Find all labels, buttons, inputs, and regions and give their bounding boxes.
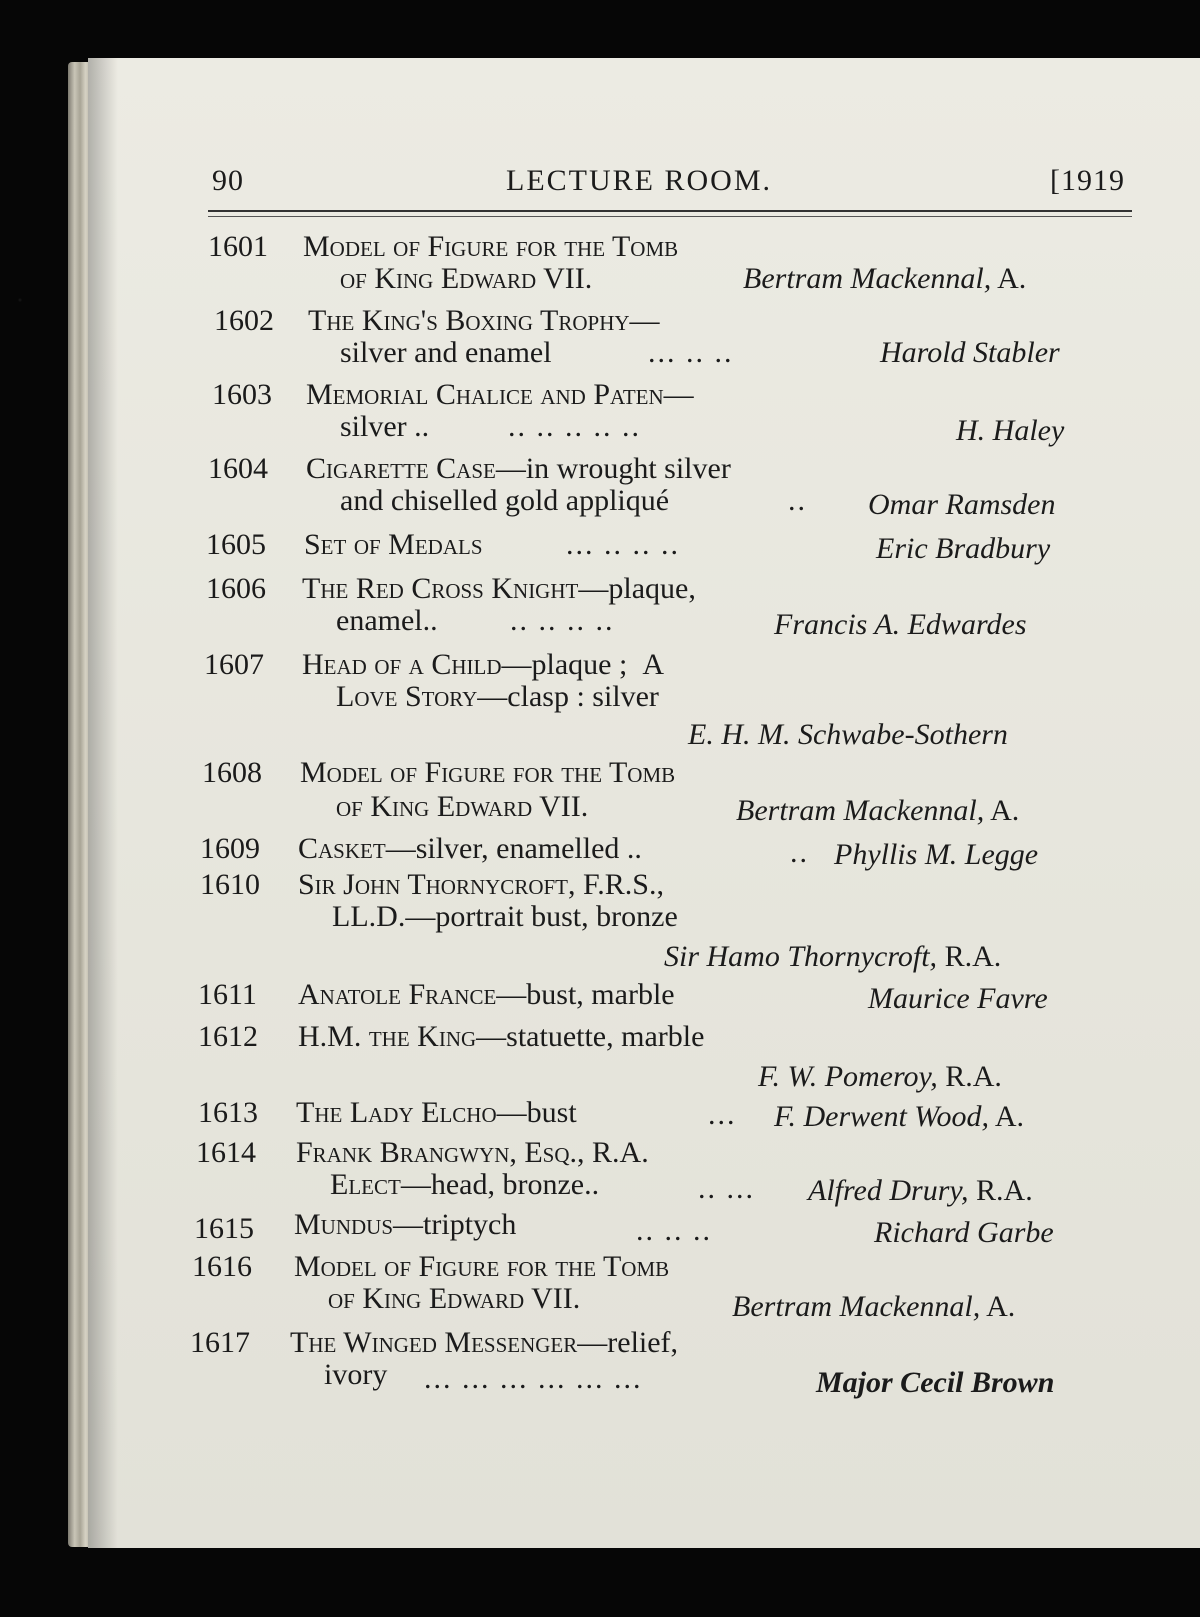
artist-name: H. Haley	[956, 414, 1065, 447]
dot-leader: ... ... ... ... ... ...	[424, 1362, 643, 1395]
title-caps: Head of a Child	[302, 648, 502, 681]
entry-title: Frank Brangwyn, Esq., R.A.	[296, 1136, 649, 1169]
catalogue-number: 1601	[208, 230, 268, 263]
entry-title: Model of Figure for the Tomb	[303, 230, 679, 263]
dot-leader: .. .. ..	[636, 1214, 712, 1247]
artist-suffix: R.A.	[944, 940, 1002, 973]
title-description: —portrait bust, bronze	[405, 900, 678, 933]
entry-title-cont	[330, 1168, 599, 1202]
entry-medium: silver and enamel	[340, 336, 552, 369]
artist-suffix: R.A.	[976, 1174, 1033, 1207]
entry-title	[298, 832, 642, 866]
title-caps: Love Story	[336, 680, 478, 713]
catalogue-number: 1617	[190, 1326, 250, 1359]
title-description: —plaque ;	[501, 648, 628, 681]
catalogue-number: 1613	[198, 1096, 258, 1129]
catalogue-number: 1616	[192, 1250, 252, 1283]
artist-suffix: R.A.	[945, 1060, 1002, 1093]
catalogue-number: 1615	[194, 1212, 254, 1245]
dot-leader: ..	[788, 484, 807, 517]
entry-title-cont: of King Edward VII.	[340, 262, 593, 295]
artist-name: Richard Garbe	[874, 1216, 1054, 1249]
title-description: —bust	[496, 1096, 577, 1129]
entry-artist	[743, 262, 1026, 296]
title-caps: The Winged Messenger	[290, 1326, 578, 1359]
dot-leader: ... .. ..	[648, 336, 734, 369]
title-description: —bust, marble	[496, 978, 675, 1011]
year-mark: [1919	[1050, 164, 1125, 197]
entry-title	[294, 1208, 516, 1242]
entry-artist	[732, 1290, 1015, 1324]
artist-name: Phyllis M. Legge	[834, 838, 1039, 871]
entry-title	[290, 1326, 678, 1360]
entry-title-cont	[332, 900, 678, 934]
title-description: —in wrought silver	[495, 452, 731, 485]
catalogue-number: 1611	[198, 978, 257, 1011]
artist-suffix: A.	[997, 262, 1027, 295]
title-caps: Elect	[330, 1168, 401, 1201]
title-caps: H.M. the King	[298, 1020, 477, 1053]
catalogue-number: 1606	[206, 572, 266, 605]
entry-medium: ivory	[324, 1358, 388, 1391]
title-caps: Casket	[298, 832, 386, 865]
title-caps: Cigarette Case	[306, 452, 496, 485]
catalogue-number: 1605	[206, 528, 266, 561]
title-caps: The Red Cross Knight	[302, 572, 579, 605]
dot-leader: ... .. .. ..	[566, 528, 680, 561]
entry-title: Model of Figure for the Tomb	[300, 756, 676, 789]
catalogue-number: 1610	[200, 868, 260, 901]
title-caps: Anatole France	[298, 978, 497, 1011]
artist-name: Maurice Favre	[868, 982, 1048, 1015]
entry-title: Set of Medals	[304, 528, 483, 561]
entry-medium: and chiselled gold appliqué	[340, 484, 670, 517]
catalogue-number: 1608	[202, 756, 262, 789]
dot-leader: .. .. .. ..	[510, 604, 615, 637]
title-description: —plaque,	[578, 572, 696, 605]
artist-suffix: A.	[994, 1100, 1025, 1133]
header-rule	[208, 210, 1132, 212]
artist-name: Major Cecil Brown	[816, 1366, 1055, 1399]
entry-medium: silver ..	[340, 410, 430, 443]
dot-leader: .. .. .. .. ..	[508, 410, 641, 443]
catalogue-number: 1603	[212, 378, 272, 411]
entry-medium: enamel..	[336, 604, 438, 637]
book-page-edges	[68, 62, 90, 1547]
entry-title	[296, 1096, 577, 1130]
entry-title: Memorial Chalice and Paten—	[306, 378, 694, 411]
artist-name: Harold Stabler	[880, 336, 1060, 369]
artist-name: Bertram Mackennal,	[732, 1290, 981, 1323]
header-rule-thin	[208, 216, 1132, 217]
artist-suffix: A.	[990, 794, 1020, 827]
running-head: LECTURE ROOM.	[506, 164, 772, 197]
entry-title: Sir John Thornycroft, F.R.S.,	[298, 868, 664, 901]
title-description: —statuette, marble	[476, 1020, 705, 1053]
entry-title: Model of Figure for the Tomb	[294, 1250, 670, 1283]
artist-name: F. Derwent Wood,	[774, 1100, 990, 1133]
entry-artist	[808, 1174, 1033, 1208]
entry-artist	[664, 940, 1001, 974]
artist-name: F. W. Pomeroy,	[758, 1060, 938, 1093]
title-description: —head, bronze..	[400, 1168, 600, 1201]
entry-title	[302, 572, 696, 606]
entry-artist	[736, 794, 1019, 828]
artist-name: E. H. M. Schwabe-Sothern	[688, 718, 1008, 751]
entry-artist	[758, 1060, 1002, 1094]
entry-title-cont	[336, 680, 659, 714]
title-description: —clasp : silver	[477, 680, 659, 713]
artist-suffix: A.	[986, 1290, 1016, 1323]
dot-leader: ...	[708, 1098, 737, 1131]
catalogue-number: 1614	[196, 1136, 256, 1169]
title-caps: Mundus	[294, 1208, 394, 1241]
title-caps: The Lady Elcho	[296, 1096, 497, 1129]
entry-title-cont: of King Edward VII.	[336, 790, 589, 823]
artist-name: Francis A. Edwardes	[774, 608, 1027, 641]
dot-leader: .. ...	[698, 1172, 755, 1205]
artist-name: Bertram Mackennal,	[736, 794, 985, 827]
entry-title-cont: of King Edward VII.	[328, 1282, 581, 1315]
artist-name: Sir Hamo Thornycroft,	[664, 940, 938, 973]
entry-title: The King's Boxing Trophy—	[308, 304, 660, 337]
title-caps-continued: A	[642, 648, 664, 681]
title-description: —relief,	[577, 1326, 679, 1359]
entry-title	[306, 452, 731, 486]
title-description: —triptych	[393, 1208, 517, 1241]
artist-name: Eric Bradbury	[876, 532, 1051, 565]
entry-title	[302, 648, 664, 682]
artist-name: Omar Ramsden	[868, 488, 1056, 521]
catalogue-number: 1604	[208, 452, 268, 485]
entry-title	[298, 1020, 704, 1054]
artist-name: Bertram Mackennal,	[743, 262, 992, 295]
entry-title	[298, 978, 675, 1012]
artist-name: Alfred Drury,	[808, 1174, 969, 1207]
title-caps: LL.D.	[332, 900, 406, 933]
catalogue-number: 1609	[200, 832, 260, 865]
title-description: —silver, enamelled ..	[385, 832, 642, 865]
book-page	[88, 58, 1200, 1548]
page-number: 90	[212, 164, 244, 197]
catalogue-number: 1612	[198, 1020, 258, 1053]
dot-leader: ..	[790, 836, 809, 869]
catalogue-number: 1607	[204, 648, 264, 681]
entry-artist	[774, 1100, 1024, 1134]
catalogue-number: 1602	[214, 304, 274, 337]
